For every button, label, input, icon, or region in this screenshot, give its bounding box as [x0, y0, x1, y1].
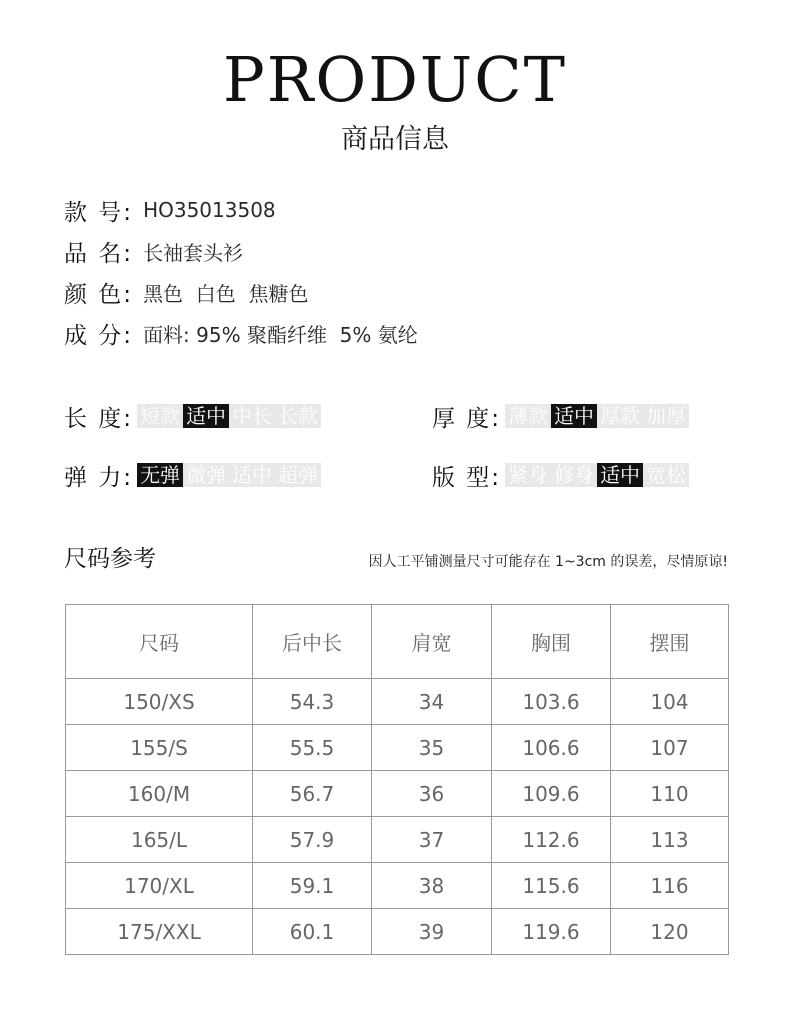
table-cell: 160/M	[66, 771, 253, 817]
attr-options	[505, 404, 689, 428]
attr-option: 厚款	[600, 404, 641, 428]
attr-label: 弹 力:	[64, 464, 134, 491]
table-cell: 34	[372, 679, 492, 725]
attr-option: 适中	[183, 404, 229, 428]
info-label: 成 分:	[64, 322, 134, 349]
table-cell: 36	[372, 771, 492, 817]
attr-label: 厚 度:	[432, 405, 502, 432]
table-cell: 54.3	[253, 679, 372, 725]
table-cell: 112.6	[492, 817, 611, 863]
attr-option: 宽松	[646, 463, 687, 487]
table-cell: 56.7	[253, 771, 372, 817]
size-chart-heading: 尺码参考	[64, 546, 156, 572]
attr-option: 超弹	[278, 463, 319, 487]
attr-option: 短款	[140, 404, 181, 428]
table-cell: 38	[372, 863, 492, 909]
table-cell: 35	[372, 725, 492, 771]
info-value: HO35013508	[143, 198, 276, 222]
table-cell: 39	[372, 909, 492, 955]
table-row	[66, 679, 729, 725]
size-table	[65, 604, 729, 955]
table-cell: 104	[611, 679, 729, 725]
attr-label: 版 型:	[432, 464, 502, 491]
table-cell: 115.6	[492, 863, 611, 909]
attr-option: 无弹	[137, 463, 183, 487]
table-cell: 175/XXL	[66, 909, 253, 955]
attr-option: 适中	[232, 463, 273, 487]
table-cell: 150/XS	[66, 679, 253, 725]
table-cell: 113	[611, 817, 729, 863]
table-cell: 103.6	[492, 679, 611, 725]
table-cell: 107	[611, 725, 729, 771]
attr-thickness	[432, 401, 689, 431]
info-value: 长袖套头衫	[143, 240, 244, 265]
table-cell: 120	[611, 909, 729, 955]
table-row	[66, 863, 729, 909]
column-header: 胸围	[492, 605, 611, 679]
info-row-style-number	[64, 194, 276, 226]
table-cell: 55.5	[253, 725, 372, 771]
attr-option: 长款	[278, 404, 319, 428]
attr-option: 微弹	[186, 463, 227, 487]
table-cell: 119.6	[492, 909, 611, 955]
attr-option: 紧身	[508, 463, 549, 487]
attr-option: 修身	[554, 463, 595, 487]
attr-option: 适中	[551, 404, 597, 428]
info-label: 款 号:	[64, 199, 134, 226]
attr-option: 薄款	[508, 404, 549, 428]
attr-length	[64, 401, 321, 431]
attr-option: 适中	[597, 463, 643, 487]
page-title-en: PRODUCT	[223, 43, 567, 116]
info-label: 品 名:	[64, 240, 134, 267]
info-value: 面料: 95% 聚酯纤维 5% 氨纶	[143, 322, 418, 347]
table-cell: 110	[611, 771, 729, 817]
attr-label: 长 度:	[64, 405, 134, 432]
column-header: 肩宽	[372, 605, 492, 679]
table-cell: 37	[372, 817, 492, 863]
attr-options	[137, 463, 321, 487]
table-row	[66, 725, 729, 771]
table-row	[66, 771, 729, 817]
table-cell: 59.1	[253, 863, 372, 909]
table-cell: 116	[611, 863, 729, 909]
table-cell: 109.6	[492, 771, 611, 817]
table-header-row	[66, 605, 729, 679]
table-cell: 155/S	[66, 725, 253, 771]
info-label: 颜 色:	[64, 281, 134, 308]
table-cell: 57.9	[253, 817, 372, 863]
attr-options	[505, 463, 689, 487]
size-chart-note: 因人工平铺测量尺寸可能存在 1~3cm 的误差，尽情原谅!	[368, 554, 728, 570]
attr-option: 加厚	[646, 404, 687, 428]
info-row-color	[64, 276, 309, 308]
page-title-cn: 商品信息	[341, 124, 449, 155]
info-value: 黑色 白色 焦糖色	[143, 281, 309, 306]
table-row	[66, 909, 729, 955]
table-cell: 106.6	[492, 725, 611, 771]
attr-fit	[432, 460, 689, 490]
table-cell: 170/XL	[66, 863, 253, 909]
info-row-composition	[64, 317, 418, 349]
attr-elasticity	[64, 460, 321, 490]
column-header: 尺码	[66, 605, 253, 679]
attr-option: 中长	[232, 404, 273, 428]
info-row-product-name	[64, 235, 243, 267]
column-header: 摆围	[611, 605, 729, 679]
table-cell: 60.1	[253, 909, 372, 955]
attr-options	[137, 404, 321, 428]
table-cell: 165/L	[66, 817, 253, 863]
column-header: 后中长	[253, 605, 372, 679]
table-row	[66, 817, 729, 863]
